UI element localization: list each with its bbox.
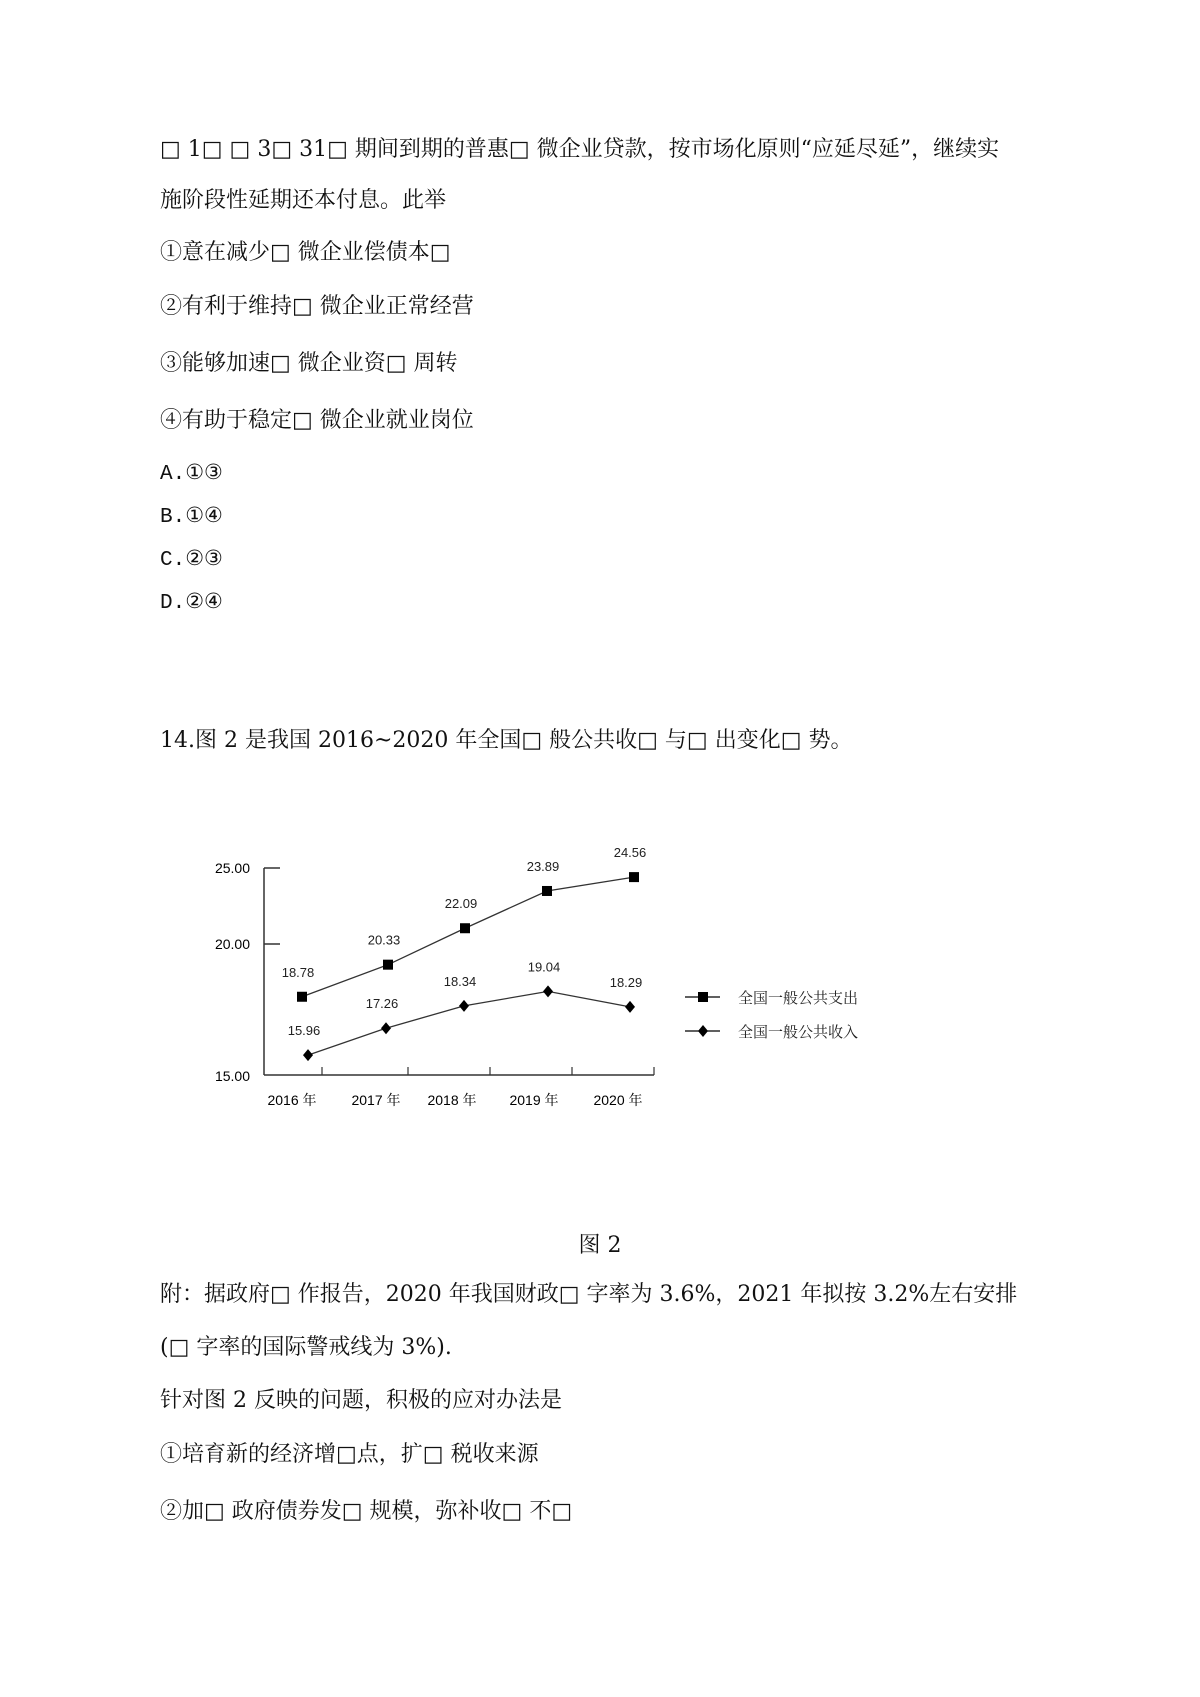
- point-revenue-0: [303, 1049, 313, 1061]
- y-tick-label-25: 25.00: [214, 860, 250, 876]
- x-axis: [264, 1067, 654, 1108]
- data-label-expenditure-4: 24.56: [613, 845, 647, 861]
- data-label-expenditure-1: 20.33: [367, 932, 401, 948]
- q13-option-d: D.②④: [160, 592, 223, 615]
- figure-caption: 图 2: [578, 1233, 622, 1258]
- y-tick-label-15: 15.00: [214, 1068, 250, 1084]
- legend-item-expenditure: [685, 990, 858, 1007]
- point-revenue-2: [459, 1000, 469, 1012]
- data-label-expenditure-3: 23.89: [526, 858, 560, 874]
- data-label-revenue-2: 18.34: [443, 973, 477, 989]
- point-expenditure-3: [542, 886, 552, 896]
- q13-option-a: A.①③: [160, 463, 223, 486]
- legend-label-expenditure: 全国一般公共支出: [738, 990, 859, 1007]
- legend-label-revenue: 全国一般公共收入: [738, 1024, 859, 1041]
- point-revenue-4: [625, 1001, 635, 1013]
- point-revenue-3: [543, 985, 553, 997]
- legend-marker-diamond: [698, 1025, 708, 1037]
- q13-item-2: ②有利于维持□ 微企业正常经营: [160, 294, 474, 319]
- x-label-2017: 2017 年: [351, 1092, 401, 1108]
- data-label-revenue-4: 18.29: [609, 974, 643, 990]
- q13-item-4: ④有助于稳定□ 微企业就业岗位: [160, 408, 474, 433]
- q14-stem: 14.图 2 是我国 2016~2020 年全国□ 般公共收□ 与□ 出变化□ 势。: [160, 728, 853, 753]
- y-tick-label-20: 20.00: [214, 936, 250, 952]
- legend: [685, 990, 858, 1041]
- q14-item-2: ②加□ 政府债券发□ 规模，弥补收□ 不□: [160, 1499, 573, 1524]
- q13-option-c: C.②③: [160, 549, 223, 572]
- q13-stem-line2: 施阶段性延期还本付息。此举: [160, 188, 447, 213]
- plot-area: [282, 845, 647, 1061]
- q14-note-line2: (□ 字率的国际警戒线为 3%).: [160, 1335, 452, 1360]
- x-label-2018: 2018 年: [427, 1092, 477, 1108]
- y-axis: [215, 860, 280, 1084]
- q14-item-1: ①培育新的经济增□点，扩□ 税收来源: [160, 1442, 539, 1467]
- data-label-expenditure-0: 18.78: [281, 964, 315, 980]
- point-expenditure-1: [383, 960, 393, 970]
- data-label-revenue-1: 17.26: [365, 996, 399, 1012]
- q13-item-3: ③能够加速□ 微企业资□ 周转: [160, 351, 458, 376]
- q14-question: 针对图 2 反映的问题，积极的应对办法是: [160, 1388, 562, 1413]
- q13-option-b: B.①④: [160, 506, 223, 529]
- point-revenue-1: [381, 1022, 391, 1034]
- x-label-2016: 2016 年: [267, 1092, 317, 1108]
- q13-item-1: ①意在减少□ 微企业偿债本□: [160, 240, 451, 265]
- legend-item-revenue: [685, 1024, 858, 1041]
- x-label-2019: 2019 年: [509, 1092, 559, 1108]
- x-label-2020: 2020 年: [593, 1092, 643, 1108]
- data-label-revenue-0: 15.96: [287, 1023, 321, 1039]
- data-label-revenue-3: 19.04: [527, 959, 561, 975]
- point-expenditure-0: [297, 992, 307, 1002]
- data-label-expenditure-2: 22.09: [444, 896, 478, 912]
- legend-marker-square: [698, 992, 708, 1002]
- q14-note-line1: 附：据政府□ 作报告，2020 年我国财政□ 字率为 3.6%，2021 年拟按 3.2%左右安排: [160, 1282, 1018, 1307]
- q13-stem-line1: □ 1□ □ 3□ 31□ 期间到期的普惠□ 微企业贷款，按市场化原则“应延尽延”，继续实: [160, 137, 1000, 162]
- point-expenditure-2: [460, 923, 470, 933]
- series-line-revenue: [308, 991, 630, 1055]
- revenue-expenditure-chart: [180, 845, 980, 1210]
- point-expenditure-4: [629, 872, 639, 882]
